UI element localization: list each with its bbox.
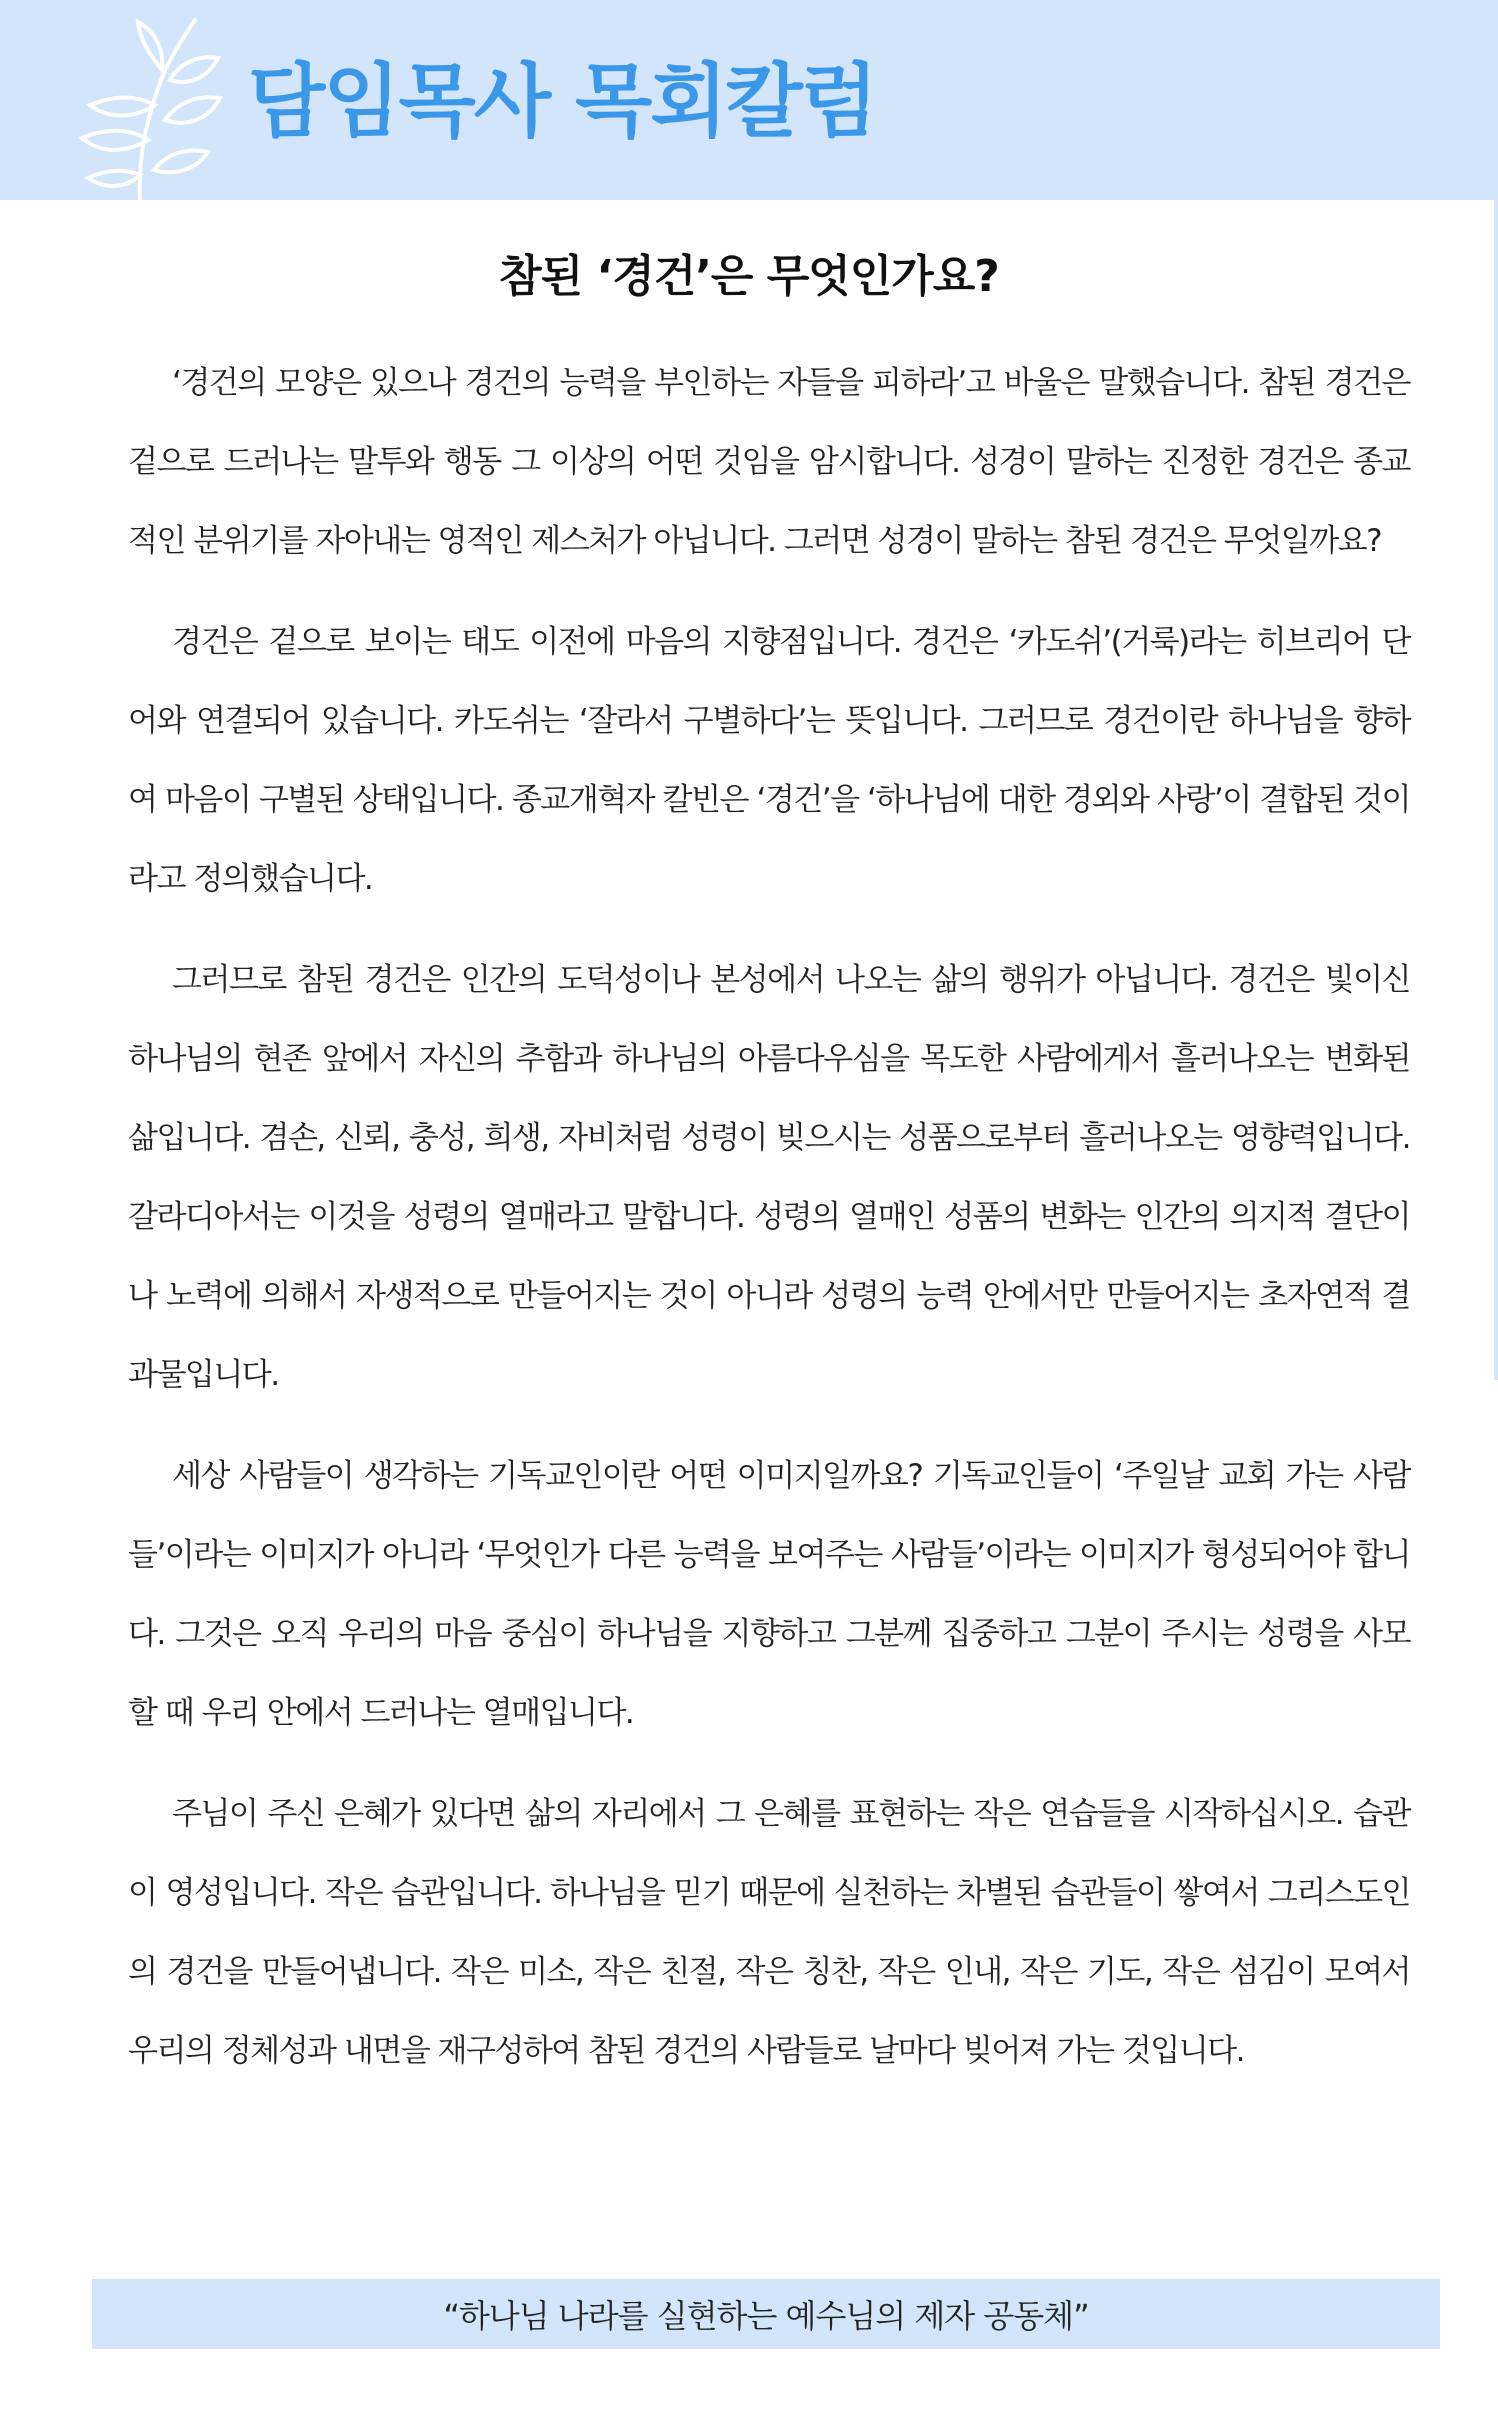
column-header [0, 0, 1498, 200]
article-paragraph: 세상 사람들이 생각하는 기독교인이란 어떤 이미지일까요? 기독교인들이 ‘주일날 교회 가는 사람들’이라는 이미지가 아니라 ‘무엇인가 다른 능력을 보여주는 사람들’이라는 이미지가 형성되어야 합니다. 그것은 오직 우리의 마음 중심이 하나님을 지향하고 그분께 집중하고 그분이 주시는 성령을 사모할 때 우리 안에서 드러나는 열매입니다. [128, 1458, 1410, 1731]
leaf-branch-icon [70, 10, 230, 200]
footer-motto: “하나님 나라를 실현하는 예수님의 제자 공동체” [443, 2297, 1089, 2335]
article-body [128, 344, 1410, 2113]
column-header-title: 담임목사 목회칼럼 [248, 55, 877, 148]
decorative-side-rule [1494, 200, 1498, 1380]
article-paragraph: 경건은 겉으로 보이는 태도 이전에 마음의 지향점입니다. 경건은 ‘카도쉬’(거룩)라는 히브리어 단어와 연결되어 있습니다. 카도쉬는 ‘잘라서 구별하다’는 뜻입니다. 그러므로 경건이란 하나님을 향하여 마음이 구별된 상태입니다. 종교개혁자 칼빈은 ‘경건’을 ‘하나님에 대한 경외와 사랑’이 결합된 것이라고 정의했습니다. [128, 624, 1410, 897]
article-paragraph: 주님이 주신 은혜가 있다면 삶의 자리에서 그 은혜를 표현하는 작은 연습들을 시작하십시오. 습관이 영성입니다. 작은 습관입니다. 하나님을 믿기 때문에 실천하는 차별된 습관들이 쌓여서 그리스도인의 경건을 만들어냅니다. 작은 미소, 작은 친절, 작은 칭찬, 작은 인내, 작은 기도, 작은 섬김이 모여서 우리의 정체성과 내면을 재구성하여 참된 경건의 사람들로 날마다 빚어져 가는 것입니다. [128, 1796, 1410, 2069]
footer-motto-bar [92, 2279, 1440, 2349]
article-paragraph: ‘경건의 모양은 있으나 경건의 능력을 부인하는 자들을 피하라’고 바울은 말했습니다. 참된 경건은 겉으로 드러나는 말투와 행동 그 이상의 어떤 것임을 암시합니다. 성경이 말하는 진정한 경건은 종교적인 분위기를 자아내는 영적인 제스처가 아닙니다. 그러면 성경이 말하는 참된 경건은 무엇일까요? [128, 365, 1410, 559]
article-title: 참된 ‘경건’은 무엇인가요? [499, 251, 999, 302]
article-paragraph: 그러므로 참된 경건은 인간의 도덕성이나 본성에서 나오는 삶의 행위가 아닙니다. 경건은 빛이신 하나님의 현존 앞에서 자신의 추함과 하나님의 아름다우심을 목도한 사람에게서 흘러나오는 변화된 삶입니다. 겸손, 신뢰, 충성, 희생, 자비처럼 성령이 빚으시는 성품으로부터 흘러나오는 영향력입니다. 갈라디아서는 이것을 성령의 열매라고 말합니다. 성령의 열매인 성품의 변화는 인간의 의지적 결단이나 노력에 의해서 자생적으로 만들어지는 것이 아니라 성령의 능력 안에서만 만들어지는 초자연적 결과물입니다. [128, 962, 1410, 1393]
